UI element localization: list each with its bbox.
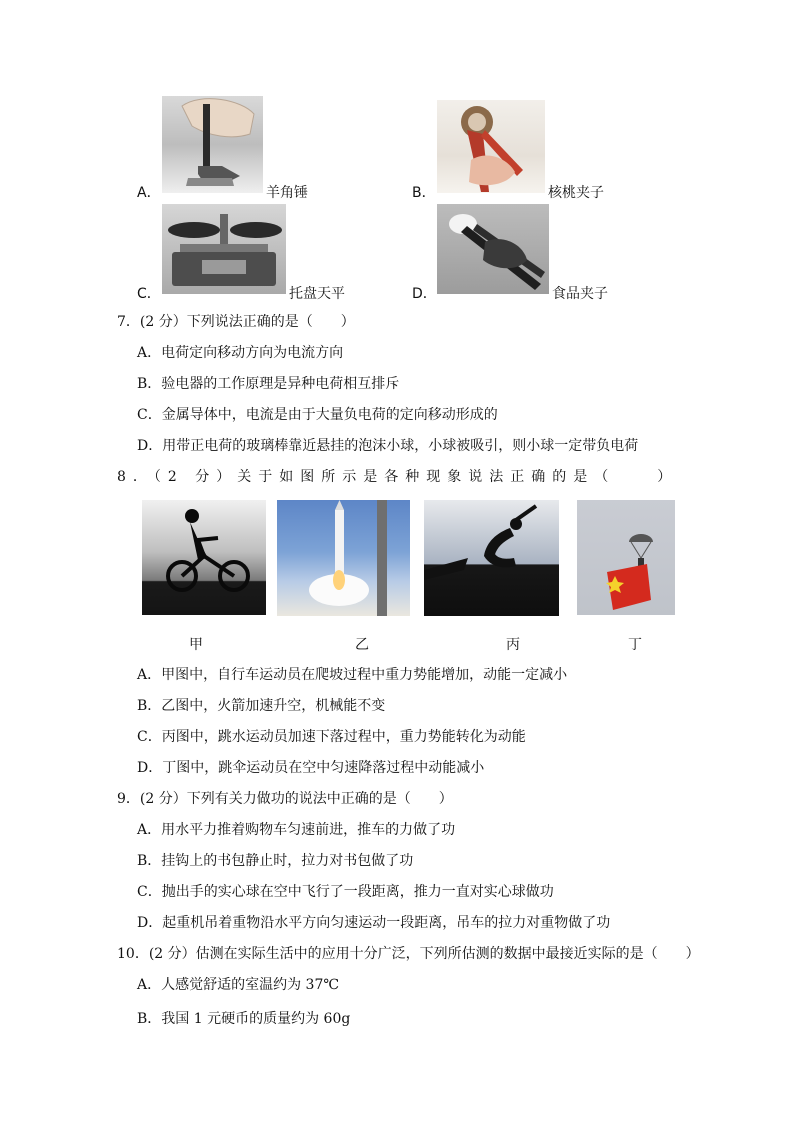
option-letter: D． [412,286,437,302]
image-label-ding: 丁 [628,637,642,653]
option-b: B．乙图中，火箭加速升空，机械能不变 [137,698,386,714]
image-label-yi: 乙 [355,637,369,653]
option-letter: C． [137,286,161,302]
option-a: A．人感觉舒适的室温约为 37℃ [137,977,340,993]
option-b: B．我国 1 元硬币的质量约为 60g [137,1011,351,1027]
question-stem: 7．(2 分）下列说法正确的是（ ） [117,314,355,330]
option-letter: B． [412,185,436,201]
option-a: A．电荷定向移动方向为电流方向 [137,345,344,361]
food-tongs-photo [437,204,549,294]
nutcracker-photo [437,100,545,193]
question-stem: 8．（2 分）关于如图所示是各种现象说法正确的是（ ） [117,469,679,485]
question-stem: 9．(2 分）下列有关力做功的说法中正确的是（ ） [117,791,453,807]
option-caption: 食品夹子 [552,286,608,302]
rocket-photo [277,500,410,616]
option-a: A．甲图中，自行车运动员在爬坡过程中重力势能增加，动能一定减小 [137,667,568,683]
option-d: D．用带正电荷的玻璃棒靠近悬挂的泡沫小球，小球被吸引，则小球一定带负电荷 [137,438,639,454]
image-label-jia: 甲 [189,637,203,653]
parachutist-photo [577,500,675,615]
option-d: D．起重机吊着重物沿水平方向匀速运动一段距离，吊车的拉力对重物做了功 [137,915,611,931]
question-stem: 10．(2 分）估测在实际生活中的应用十分广泛，下列所估测的数据中最接近实际的是（ ） [117,946,700,962]
option-d: D．丁图中，跳伞运动员在空中匀速降落过程中动能减小 [137,760,485,776]
hammer-photo [162,96,263,193]
cyclist-photo [142,500,266,615]
option-caption: 托盘天平 [289,286,345,302]
balance-photo [162,204,286,294]
option-c: C．抛出手的实心球在空中飞行了一段距离，推力一直对实心球做功 [137,884,554,900]
option-b: B．挂钩上的书包静止时，拉力对书包做了功 [137,853,414,869]
option-a: A．用水平力推着购物车匀速前进，推车的力做了功 [137,822,456,838]
option-caption: 核桃夹子 [548,185,604,201]
image-label-bing: 丙 [506,637,520,653]
option-caption: 羊角锤 [266,185,308,201]
diver-photo [424,500,559,616]
option-c: C．丙图中，跳水运动员加速下落过程中，重力势能转化为动能 [137,729,526,745]
option-letter: A． [137,185,161,201]
option-b: B．验电器的工作原理是异种电荷相互排斥 [137,376,400,392]
option-c: C．金属导体中，电流是由于大量负电荷的定向移动形成的 [137,407,498,423]
